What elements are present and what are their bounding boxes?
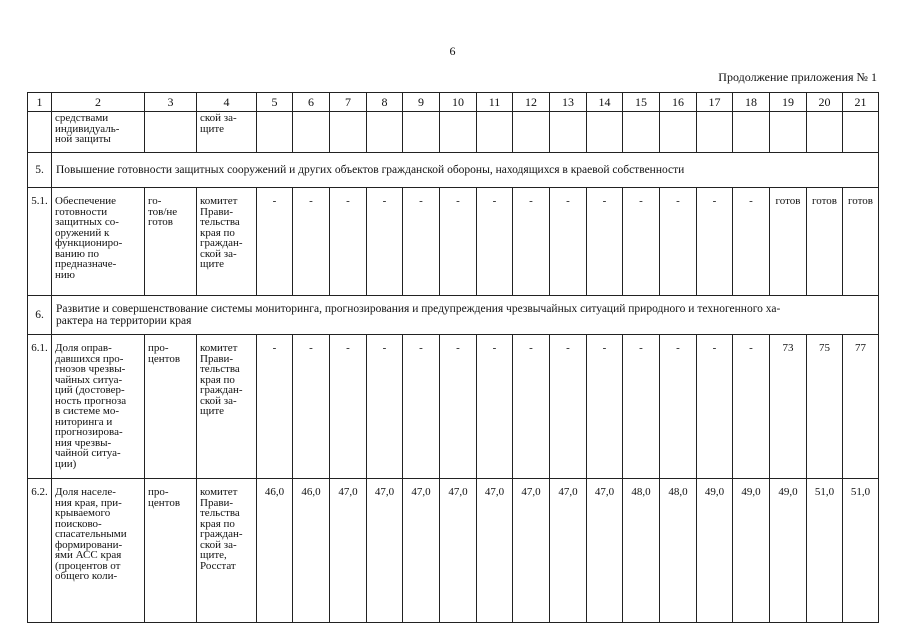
value-cell: - xyxy=(733,335,770,479)
value-cell: 73 xyxy=(770,335,807,479)
value-cell: - xyxy=(403,335,440,479)
column-header: 5 xyxy=(257,93,293,112)
value-cell: 49,0 xyxy=(770,479,807,623)
value-cell: 46,0 xyxy=(293,479,330,623)
value-cell: - xyxy=(587,335,623,479)
responsible: ской за- щите xyxy=(197,112,257,153)
unit: про- центов xyxy=(145,335,197,479)
value-cell: - xyxy=(440,188,477,296)
section-index: 5. xyxy=(28,153,52,188)
section-title: Развитие и совершенствование системы мониторинга, прогнозирования и предупреждения чрезвычайных ситуаций природного и техногенного ха- рактера на территории края xyxy=(52,296,879,335)
value-cell: - xyxy=(293,335,330,479)
value-cell: 48,0 xyxy=(660,479,697,623)
value-cell: - xyxy=(623,335,660,479)
column-header: 3 xyxy=(145,93,197,112)
section-title: Повышение готовности защитных сооружений и других объектов гражданской обороны, находящихся в краевой собственности xyxy=(52,153,879,188)
value-cell: - xyxy=(587,188,623,296)
value-cell: готов xyxy=(807,188,843,296)
value-cell: 47,0 xyxy=(513,479,550,623)
row-index: 6.1. xyxy=(28,335,52,479)
appendix-table xyxy=(27,92,879,623)
unit: го- тов/не готов xyxy=(145,188,197,296)
column-header: 9 xyxy=(403,93,440,112)
indicator-name: Обеспечение готовности защитных со- оружений к функциониро- ванию по предназначе- нию xyxy=(52,188,145,296)
column-header: 2 xyxy=(52,93,145,112)
value-cell: - xyxy=(330,188,367,296)
value-cell: - xyxy=(623,188,660,296)
column-header: 10 xyxy=(440,93,477,112)
value-cell: - xyxy=(257,188,293,296)
value-cell: - xyxy=(440,335,477,479)
unit: про- центов xyxy=(145,479,197,623)
value-cell: готов xyxy=(770,188,807,296)
table-row xyxy=(28,479,879,623)
responsible: комитет Прави- тельства края по граждан- ской за- щите, Росстат xyxy=(197,479,257,623)
value-cell: - xyxy=(330,335,367,479)
value-cell: - xyxy=(550,188,587,296)
column-header: 20 xyxy=(807,93,843,112)
value-cell: - xyxy=(733,188,770,296)
value-cell: - xyxy=(550,335,587,479)
value-cell: готов xyxy=(843,188,879,296)
value-cell: - xyxy=(697,335,733,479)
value-cell: 51,0 xyxy=(807,479,843,623)
value-cell: - xyxy=(367,188,403,296)
responsible: комитет Прави- тельства края по граждан- ской за- щите xyxy=(197,335,257,479)
section-row xyxy=(28,153,879,188)
column-header: 11 xyxy=(477,93,513,112)
column-header: 18 xyxy=(733,93,770,112)
value-cell: 47,0 xyxy=(587,479,623,623)
value-cell: - xyxy=(660,335,697,479)
value-cell: 47,0 xyxy=(367,479,403,623)
responsible: комитет Прави- тельства края по граждан- ской за- щите xyxy=(197,188,257,296)
value-cell: 48,0 xyxy=(623,479,660,623)
column-header: 13 xyxy=(550,93,587,112)
indicator-name: Доля оправ- давшихся про- гнозов чрезвы- чайных ситуа- ций (достовер- ность прогноза в системе мо- ниторинга и прогнозирова- ния чрезвы- чайной ситуа- ции) xyxy=(52,335,145,479)
value-cell: - xyxy=(367,335,403,479)
column-header: 15 xyxy=(623,93,660,112)
value-cell: 47,0 xyxy=(330,479,367,623)
value-cell: 47,0 xyxy=(440,479,477,623)
column-header: 8 xyxy=(367,93,403,112)
value-cell: - xyxy=(513,335,550,479)
value-cell: 49,0 xyxy=(733,479,770,623)
row-index: 6.2. xyxy=(28,479,52,623)
value-cell: 47,0 xyxy=(403,479,440,623)
column-header: 21 xyxy=(843,93,879,112)
section-row xyxy=(28,296,879,335)
section-index: 6. xyxy=(28,296,52,335)
header-row xyxy=(28,93,879,112)
column-header: 14 xyxy=(587,93,623,112)
table-row xyxy=(28,112,879,153)
column-header: 4 xyxy=(197,93,257,112)
value-cell: - xyxy=(660,188,697,296)
continuation-caption: Продолжение приложения № 1 xyxy=(718,70,877,84)
row-index: 5.1. xyxy=(28,188,52,296)
value-cell: 46,0 xyxy=(257,479,293,623)
column-header: 19 xyxy=(770,93,807,112)
value-cell: - xyxy=(257,335,293,479)
value-cell: - xyxy=(477,335,513,479)
value-cell: - xyxy=(477,188,513,296)
value-cell: 77 xyxy=(843,335,879,479)
value-cell: - xyxy=(697,188,733,296)
table-row xyxy=(28,188,879,296)
column-header: 1 xyxy=(28,93,52,112)
value-cell: 49,0 xyxy=(697,479,733,623)
value-cell: 51,0 xyxy=(843,479,879,623)
row-index xyxy=(28,112,52,153)
value-cell: - xyxy=(403,188,440,296)
column-header: 12 xyxy=(513,93,550,112)
value-cell: 47,0 xyxy=(477,479,513,623)
table-row xyxy=(28,335,879,479)
value-cell: - xyxy=(513,188,550,296)
indicator-name: средствами индивидуаль- ной защиты xyxy=(52,112,145,153)
value-cell: 75 xyxy=(807,335,843,479)
column-header: 6 xyxy=(293,93,330,112)
unit xyxy=(145,112,197,153)
value-cell: 47,0 xyxy=(550,479,587,623)
page-number: 6 xyxy=(449,44,456,58)
column-header: 17 xyxy=(697,93,733,112)
column-header: 16 xyxy=(660,93,697,112)
indicator-name: Доля населе- ния края, при- крываемого поисково- спасательными формировани- ями АСС края (процентов от общего коли- xyxy=(52,479,145,623)
value-cell: - xyxy=(293,188,330,296)
column-header: 7 xyxy=(330,93,367,112)
